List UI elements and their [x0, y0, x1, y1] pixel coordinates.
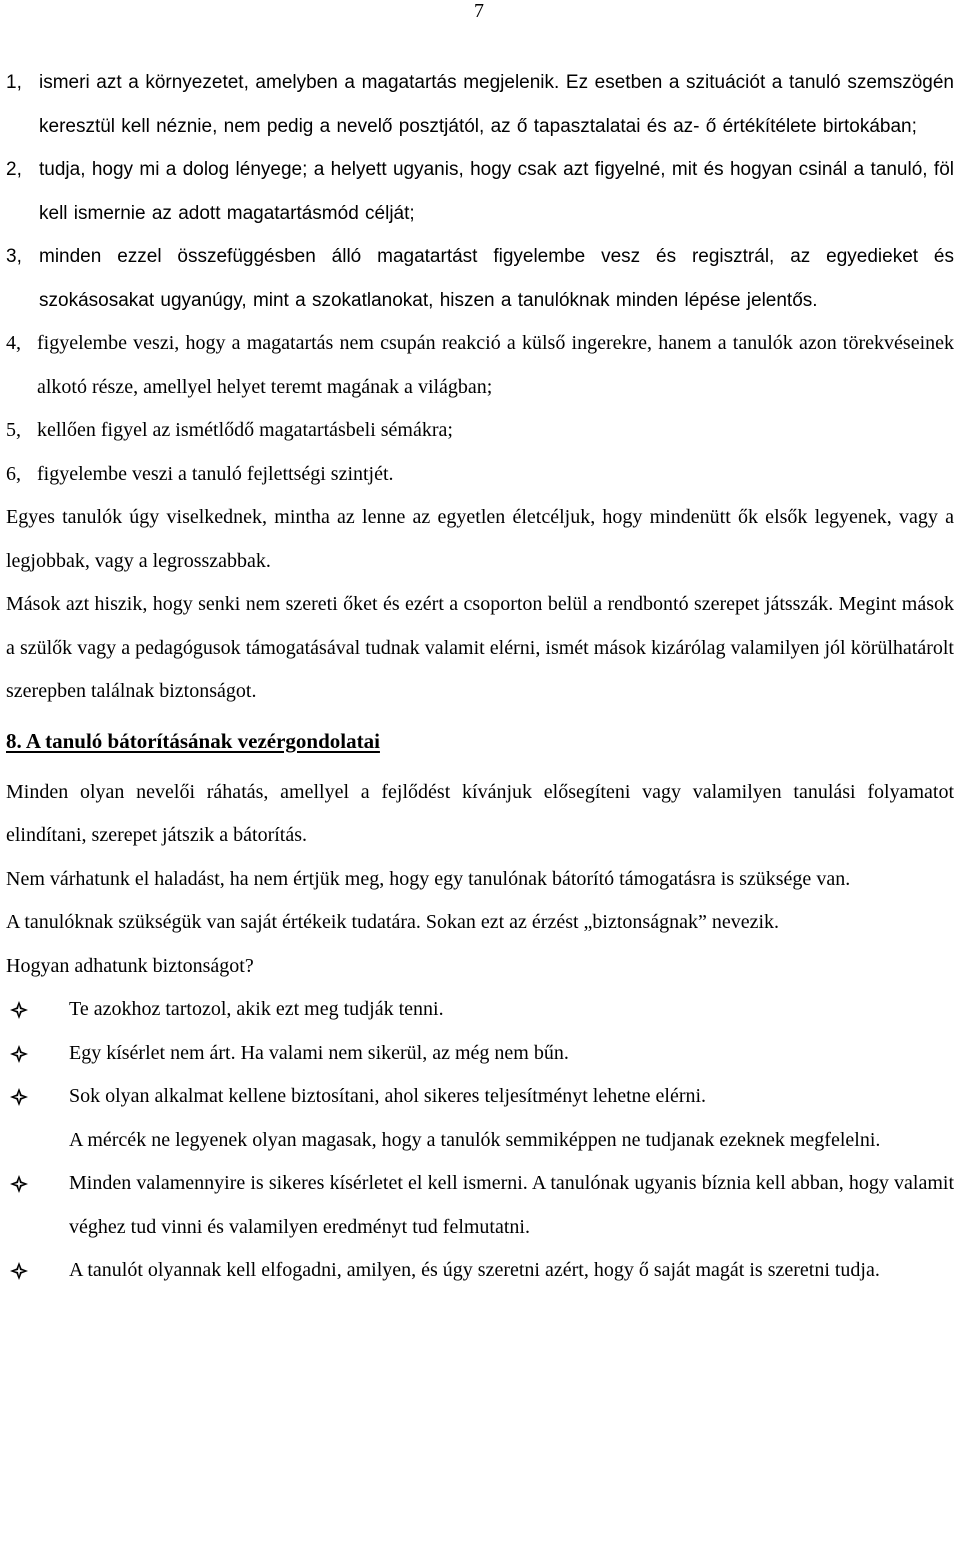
list-item-text: ismeri azt a környezetet, amelyben a magatartás megjelenik. Ez esetben a szituációt a tanuló szemszögén keresztül kell néznie, nem pedig a nevelő posztjától, az ő tapasztalatai és az- ő értékítélete birtokában; [39, 72, 954, 137]
bullet-text: Te azokhoz tartozol, akik ezt meg tudják tenni. [69, 998, 444, 1020]
list-item-number: 5, [6, 419, 21, 441]
document-body [6, 61, 954, 1293]
bullet-text: Minden valamennyire is sikeres kísérletet el kell ismerni. A tanulónak ugyanis bíznia kell abban, hogy valamit véghez tud vinni és valamilyen eredményt tud felmutatni. [69, 1172, 954, 1238]
list-item-number: 2, [6, 159, 22, 180]
paragraph: Mások azt hiszik, hogy senki nem szereti őket és ezért a csoporton belül a rendbontó szerepet játsszák. Megint mások a szülők vagy a pedagógusok támogatásával tudnak valamit elérni, ismét mások kizárólag valamilyen jól körülhatárolt szerepben találnak biztonságot. [6, 593, 954, 702]
list-item-number: 4, [6, 332, 21, 354]
list-item [6, 235, 954, 322]
bullet-text: Egy kísérlet nem árt. Ha valami nem sikerül, az még nem bűn. [69, 1041, 569, 1064]
paragraph: Nem várhatunk el haladást, ha nem értjük meg, hogy egy tanulónak bátorító támogatásra is szüksége van. [6, 867, 851, 890]
bullet-subtext: A mércék ne legyenek olyan magasak, hogy a tanulók semmiképpen ne tudjanak ezeknek megfelelni. [69, 1128, 881, 1151]
paragraph: Minden olyan nevelői ráhatás, amellyel a fejlődést kívánjuk elősegíteni vagy valamilyen tanulási folyamatot elindítani, szerepet játszik a bátorítás. [6, 780, 954, 846]
four-petal-diamond-icon [6, 1249, 69, 1293]
bullet-item [6, 1249, 954, 1293]
list-item-text: minden ezzel összefüggésben álló magatartást figyelembe vesz és regisztrál, az egyedieket és szokásosakat ugyanúgy, mint a szokatlanokat, hiszen a tanulóknak minden lépése jelentős. [39, 246, 954, 311]
list-item-text: kellően figyel az ismétlődő magatartásbeli sémákra; [37, 419, 453, 441]
four-petal-diamond-icon [6, 988, 69, 1032]
paragraph: Hogyan adhatunk biztonságot? [6, 954, 254, 977]
list-item [6, 148, 954, 235]
paragraph: A tanulóknak szükségük van saját értékeik tudatára. Sokan ezt az érzést „biztonságnak” nevezik. [6, 911, 780, 933]
four-petal-diamond-icon [6, 1075, 69, 1119]
page-number: 7 [474, 0, 484, 22]
list-item [6, 61, 954, 148]
bullet-item [6, 1075, 954, 1119]
bullet-item [6, 988, 954, 1032]
list-item [6, 409, 954, 453]
bullet-item [6, 1162, 954, 1249]
list-item-number: 1, [6, 72, 22, 93]
paragraph: Egyes tanulók úgy viselkednek, mintha az lenne az egyetlen életcéljuk, hogy mindenütt ők elsők legyenek, vagy a legjobbak, vagy a legrosszabbak. [6, 506, 954, 572]
four-petal-diamond-icon [6, 1032, 69, 1076]
list-item-text: tudja, hogy mi a dolog lényege; a helyett ugyanis, hogy csak azt figyelné, mit és hogyan csinál a tanuló, föl kell ismernie az adott magatartásmód célját; [39, 159, 954, 224]
list-item [6, 322, 954, 409]
list-item-number: 3, [6, 246, 22, 267]
bullet-item [6, 1032, 954, 1076]
list-item-number: 6, [6, 462, 21, 485]
section-heading: 8. A tanuló bátorításának vezérgondolatai [6, 728, 380, 753]
list-item-text: figyelembe veszi, hogy a magatartás nem csupán reakció a külső ingerekre, hanem a tanulók azon törekvéseinek alkotó része, amellyel helyet teremt magának a világban; [37, 332, 954, 398]
four-petal-diamond-icon [6, 1162, 69, 1249]
list-item [6, 453, 954, 497]
bullet-text: A tanulót olyannak kell elfogadni, amilyen, és úgy szeretni azért, hogy ő saját magát is szeretni tudja. [69, 1259, 880, 1281]
list-item-text: figyelembe veszi a tanuló fejlettségi szintjét. [37, 462, 394, 485]
bullet-text: Sok olyan alkalmat kellene biztosítani, ahol sikeres teljesítményt lehetne elérni. [69, 1085, 707, 1107]
